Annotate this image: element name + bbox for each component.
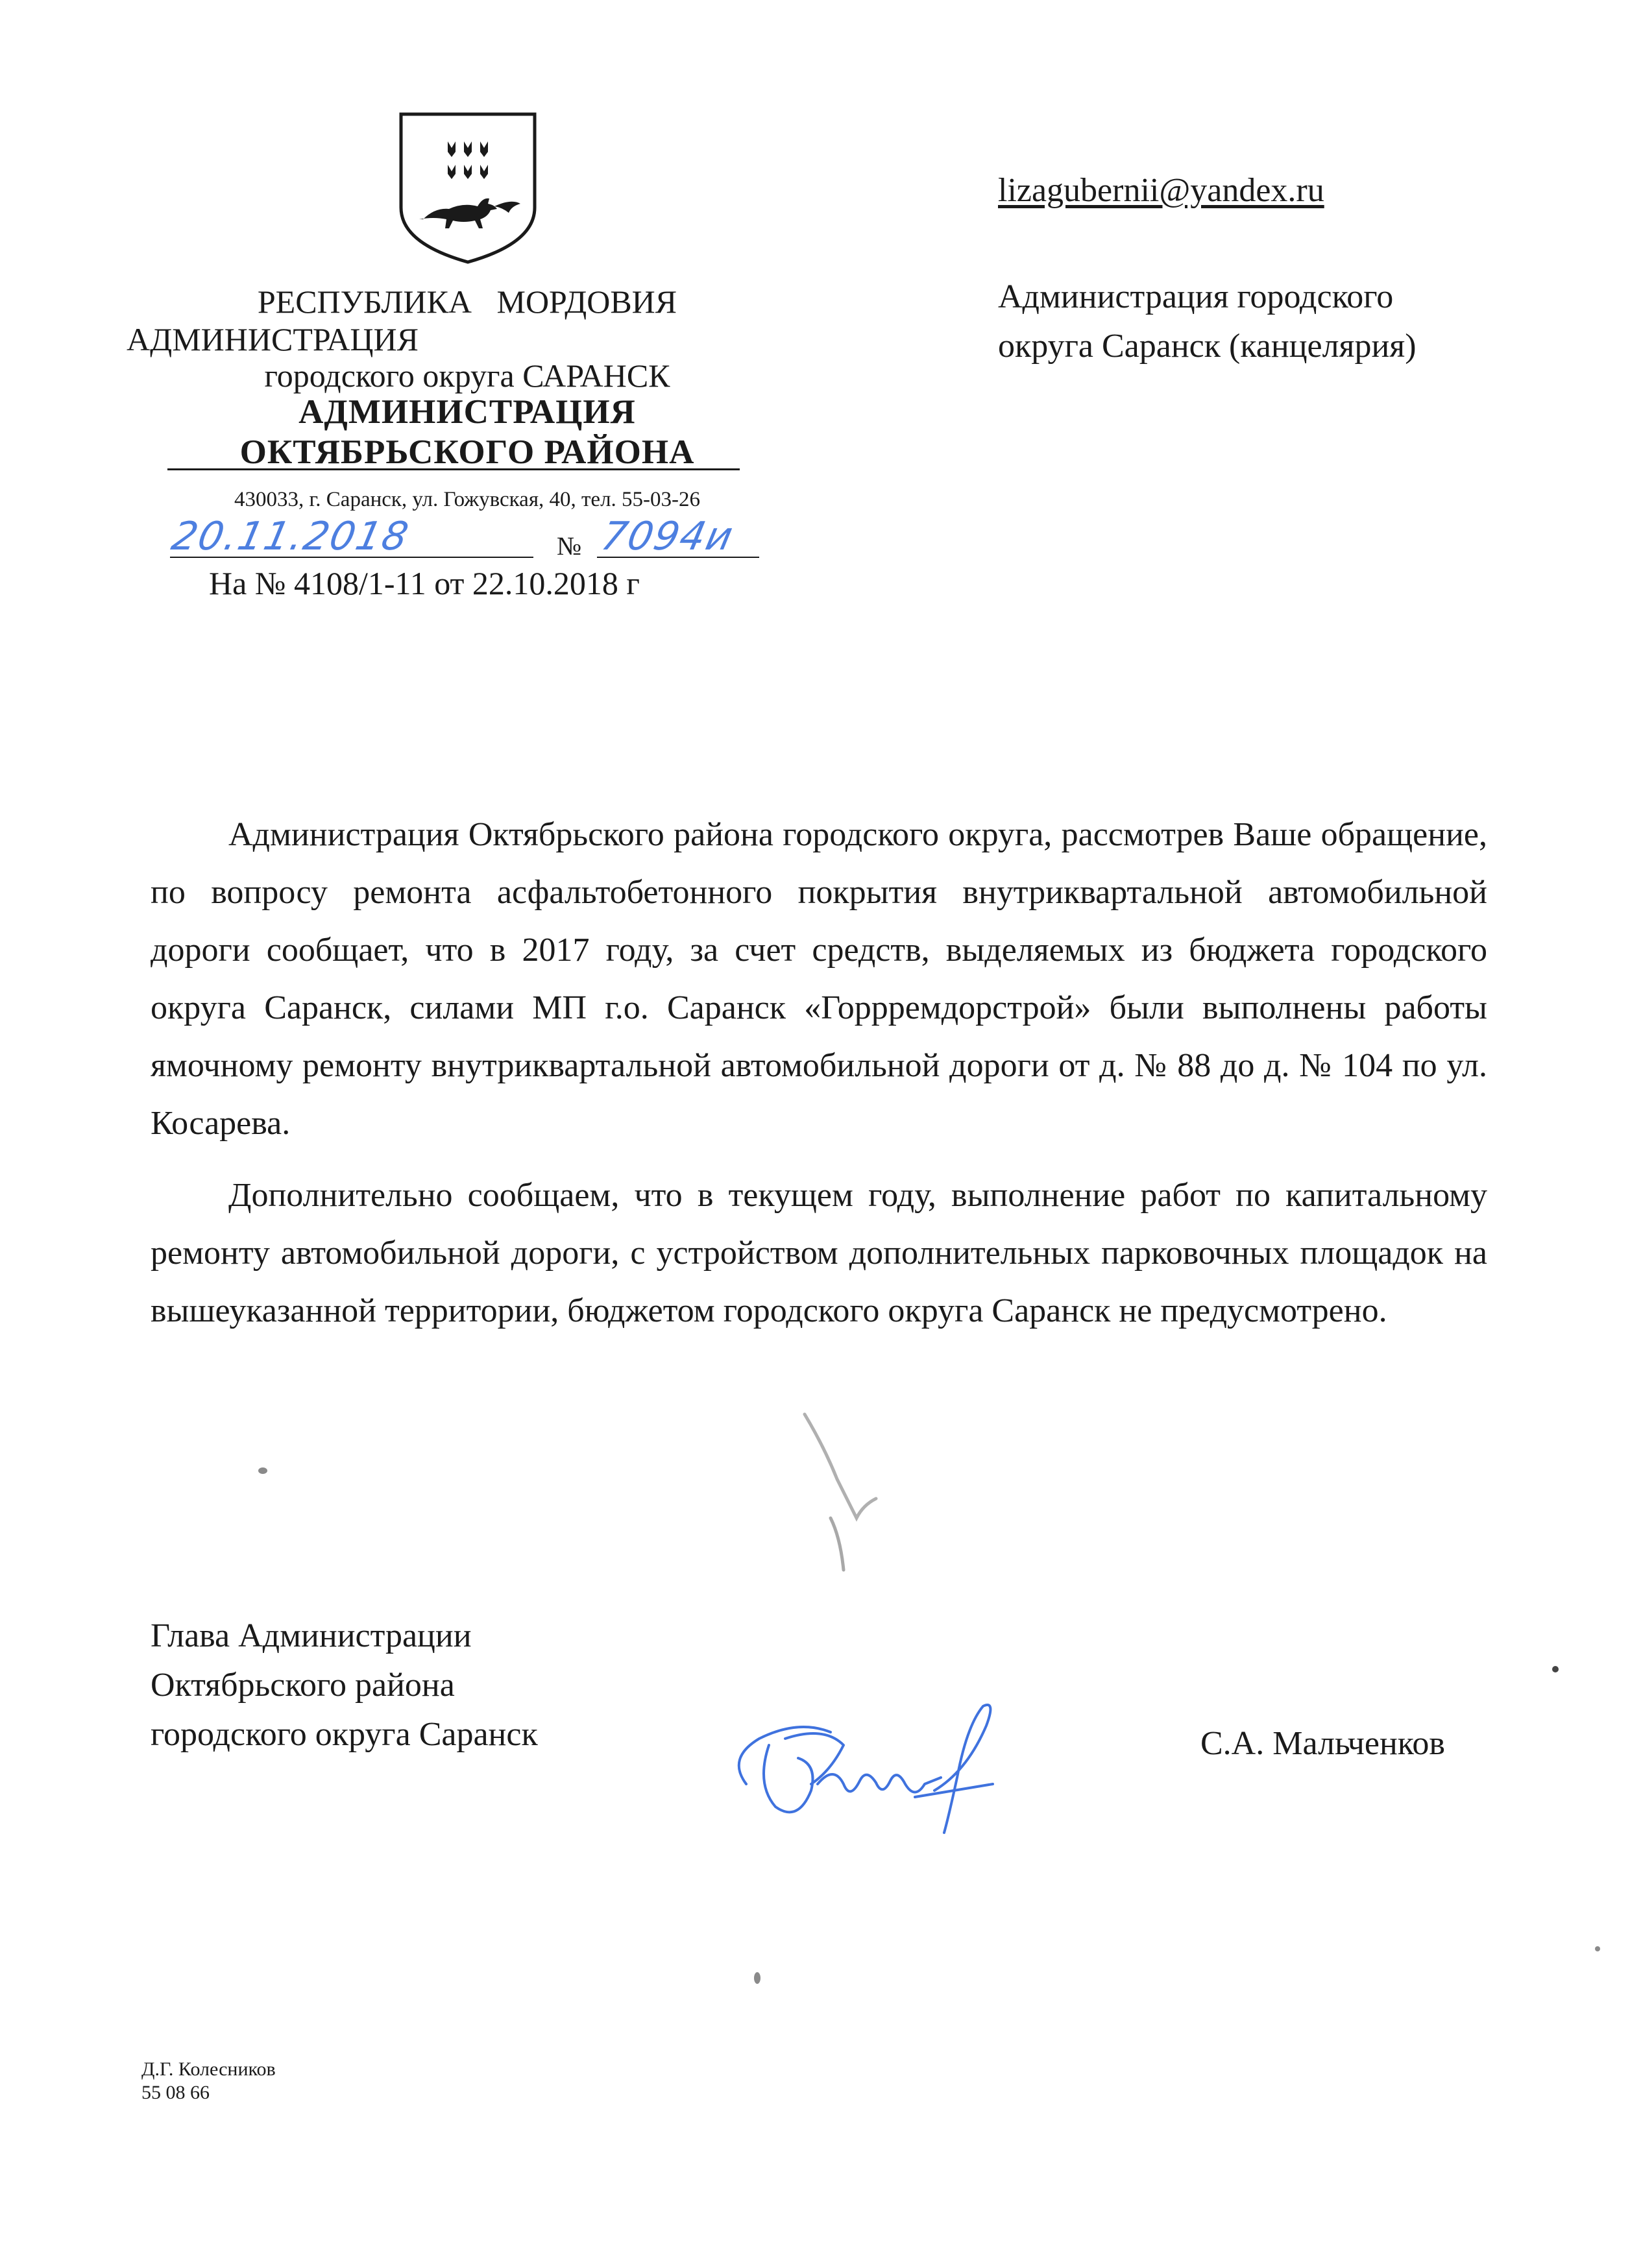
recipient-block bbox=[998, 272, 1417, 371]
reference-number: На № 4108/1-11 от 22.10.2018 г bbox=[209, 565, 640, 601]
recipient-line-1: Администрация городского bbox=[998, 278, 1394, 315]
signatory-title-line-2: Октябрьского района bbox=[151, 1667, 455, 1704]
scan-speck bbox=[1552, 1666, 1559, 1672]
letterhead-district-name: ОКТЯБРЬСКОГО РАЙОНА bbox=[239, 433, 695, 471]
scan-speck bbox=[754, 1972, 760, 1984]
coat-of-arms-emblem bbox=[397, 110, 539, 266]
letterhead-city: городского округа САРАНСК bbox=[264, 357, 670, 394]
executor-name: Д.Г. Колесников bbox=[141, 2058, 276, 2080]
executor-phone: 55 08 66 bbox=[141, 2082, 210, 2103]
letterhead-rule bbox=[167, 468, 740, 470]
executor-note bbox=[141, 2058, 276, 2105]
handwritten-signature bbox=[720, 1687, 1019, 1842]
registration-date-line bbox=[170, 557, 533, 558]
letterhead-address: 430033, г. Саранск, ул. Гожувская, 40, тел. 55-03-26 bbox=[234, 488, 701, 511]
registration-number: 7094и bbox=[597, 514, 738, 559]
letter-body bbox=[151, 806, 1487, 1354]
recipient-line-2: округа Саранск (канцелярия) bbox=[998, 328, 1417, 365]
body-paragraph-2: Дополнительно сообщаем, что в текущем году, выполнение работ по капитальному ремонту автомобильной дороги, с устройством дополнительных парковочных площадок на вышеуказанной территории, бюджетом городского округа Саранск не предусмотрено. bbox=[151, 1177, 1487, 1329]
letterhead-republic: РЕСПУБЛИКА МОРДОВИЯ bbox=[257, 284, 677, 320]
scan-speck bbox=[258, 1467, 267, 1474]
signatory-title bbox=[151, 1611, 538, 1759]
scan-speck bbox=[1595, 1946, 1600, 1951]
letterhead-district-admin: АДМИНИСТРАЦИЯ bbox=[298, 393, 636, 431]
signatory-title-line-3: городского округа Саранск bbox=[151, 1716, 538, 1753]
signatory-title-line-1: Глава Администрации bbox=[151, 1617, 472, 1654]
registration-number-sign: № bbox=[557, 531, 582, 561]
scan-smudge bbox=[779, 1408, 895, 1589]
signer-name: С.А. Мальченков bbox=[1200, 1725, 1445, 1762]
registration-number-line bbox=[597, 557, 759, 558]
body-paragraph-1: Администрация Октябрьского района городского округа, рассмотрев Ваше обращение, по вопросу ремонта асфальтобетонного покрытия внутриквартальной автомобильной дороги сообщает, что в 2017 году, за счет средств, выделяемых из бюджета городского округа Саранск, силами МП г.о. Саранск «Горрремдорстрой» были выполнены работы ямочному ремонту внутриквартальной автомобильной дороги от д. № 88 до д. № 104 по ул. Косарева. bbox=[151, 816, 1487, 1142]
recipient-email: lizagubernii@yandex.ru bbox=[998, 172, 1324, 209]
registration-date: 20.11.2018 bbox=[167, 514, 413, 559]
letterhead-administration: АДМИНИСТРАЦИЯ bbox=[127, 321, 419, 357]
